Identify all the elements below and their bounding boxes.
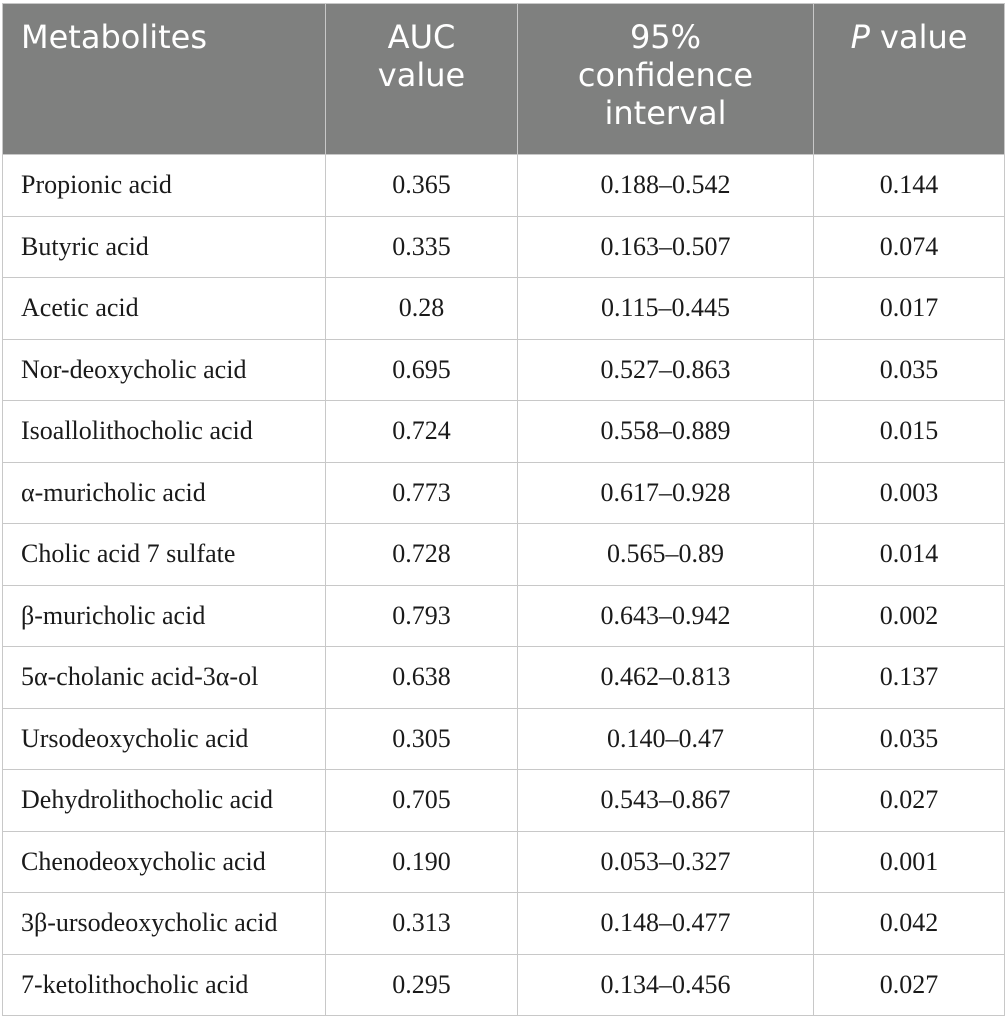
table-row xyxy=(3,524,1005,586)
cell-p-value: 0.027 xyxy=(814,954,1005,1016)
cell-auc-value: 0.793 xyxy=(326,585,518,647)
cell-p-value: 0.017 xyxy=(814,278,1005,340)
header-metabolites-label: Metabolites xyxy=(21,18,208,56)
header-ci-line1: 95% xyxy=(629,18,702,56)
cell-p-value: 0.001 xyxy=(814,831,1005,893)
table-row xyxy=(3,278,1005,340)
table-body xyxy=(3,155,1005,1016)
cell-confidence-interval: 0.115–0.445 xyxy=(518,278,814,340)
metabolites-auc-table xyxy=(2,3,1005,1016)
table-row xyxy=(3,462,1005,524)
cell-p-value: 0.137 xyxy=(814,647,1005,709)
cell-metabolite: 7-ketolithocholic acid xyxy=(3,954,326,1016)
cell-metabolite: Nor-deoxycholic acid xyxy=(3,339,326,401)
cell-confidence-interval: 0.617–0.928 xyxy=(518,462,814,524)
cell-auc-value: 0.335 xyxy=(326,216,518,278)
cell-confidence-interval: 0.140–0.47 xyxy=(518,708,814,770)
cell-auc-value: 0.28 xyxy=(326,278,518,340)
cell-p-value: 0.002 xyxy=(814,585,1005,647)
cell-metabolite: β-muricholic acid xyxy=(3,585,326,647)
header-p-italic: P xyxy=(850,18,870,56)
table-row xyxy=(3,339,1005,401)
cell-p-value: 0.035 xyxy=(814,339,1005,401)
cell-auc-value: 0.305 xyxy=(326,708,518,770)
cell-p-value: 0.074 xyxy=(814,216,1005,278)
table-row xyxy=(3,401,1005,463)
cell-p-value: 0.035 xyxy=(814,708,1005,770)
cell-confidence-interval: 0.462–0.813 xyxy=(518,647,814,709)
table-row xyxy=(3,770,1005,832)
header-ci-line3: interval xyxy=(604,94,727,132)
table-row xyxy=(3,585,1005,647)
cell-metabolite: Ursodeoxycholic acid xyxy=(3,708,326,770)
cell-p-value: 0.015 xyxy=(814,401,1005,463)
header-metabolites xyxy=(3,4,326,155)
header-auc-line1: AUC xyxy=(387,18,456,56)
cell-metabolite: 5α-cholanic acid-3α-ol xyxy=(3,647,326,709)
cell-confidence-interval: 0.565–0.89 xyxy=(518,524,814,586)
cell-confidence-interval: 0.053–0.327 xyxy=(518,831,814,893)
table-row xyxy=(3,954,1005,1016)
table-row xyxy=(3,647,1005,709)
cell-p-value: 0.014 xyxy=(814,524,1005,586)
cell-confidence-interval: 0.527–0.863 xyxy=(518,339,814,401)
cell-metabolite: Acetic acid xyxy=(3,278,326,340)
cell-metabolite: Propionic acid xyxy=(3,155,326,217)
header-ci-line2: confidence xyxy=(577,56,754,94)
header-p-rest: value xyxy=(869,18,968,56)
table-header xyxy=(3,4,1005,155)
cell-auc-value: 0.365 xyxy=(326,155,518,217)
table-row xyxy=(3,893,1005,955)
cell-p-value: 0.003 xyxy=(814,462,1005,524)
header-auc-value xyxy=(326,4,518,155)
cell-p-value: 0.144 xyxy=(814,155,1005,217)
cell-confidence-interval: 0.188–0.542 xyxy=(518,155,814,217)
cell-confidence-interval: 0.163–0.507 xyxy=(518,216,814,278)
cell-auc-value: 0.190 xyxy=(326,831,518,893)
cell-confidence-interval: 0.134–0.456 xyxy=(518,954,814,1016)
header-p-value xyxy=(814,4,1005,155)
cell-metabolite: Butyric acid xyxy=(3,216,326,278)
cell-auc-value: 0.695 xyxy=(326,339,518,401)
cell-metabolite: Cholic acid 7 sulfate xyxy=(3,524,326,586)
table-row xyxy=(3,708,1005,770)
cell-auc-value: 0.638 xyxy=(326,647,518,709)
cell-confidence-interval: 0.643–0.942 xyxy=(518,585,814,647)
cell-confidence-interval: 0.543–0.867 xyxy=(518,770,814,832)
cell-auc-value: 0.313 xyxy=(326,893,518,955)
table-row xyxy=(3,155,1005,217)
cell-auc-value: 0.705 xyxy=(326,770,518,832)
cell-auc-value: 0.773 xyxy=(326,462,518,524)
cell-auc-value: 0.728 xyxy=(326,524,518,586)
header-row xyxy=(3,4,1005,155)
cell-p-value: 0.042 xyxy=(814,893,1005,955)
cell-metabolite: Isoallolithocholic acid xyxy=(3,401,326,463)
cell-confidence-interval: 0.558–0.889 xyxy=(518,401,814,463)
header-auc-line2: value xyxy=(377,56,466,94)
cell-metabolite: Dehydrolithocholic acid xyxy=(3,770,326,832)
table-row xyxy=(3,216,1005,278)
cell-metabolite: 3β-ursodeoxycholic acid xyxy=(3,893,326,955)
table-row xyxy=(3,831,1005,893)
cell-metabolite: Chenodeoxycholic acid xyxy=(3,831,326,893)
header-confidence-interval xyxy=(518,4,814,155)
cell-auc-value: 0.295 xyxy=(326,954,518,1016)
cell-auc-value: 0.724 xyxy=(326,401,518,463)
cell-confidence-interval: 0.148–0.477 xyxy=(518,893,814,955)
cell-p-value: 0.027 xyxy=(814,770,1005,832)
cell-metabolite: α-muricholic acid xyxy=(3,462,326,524)
